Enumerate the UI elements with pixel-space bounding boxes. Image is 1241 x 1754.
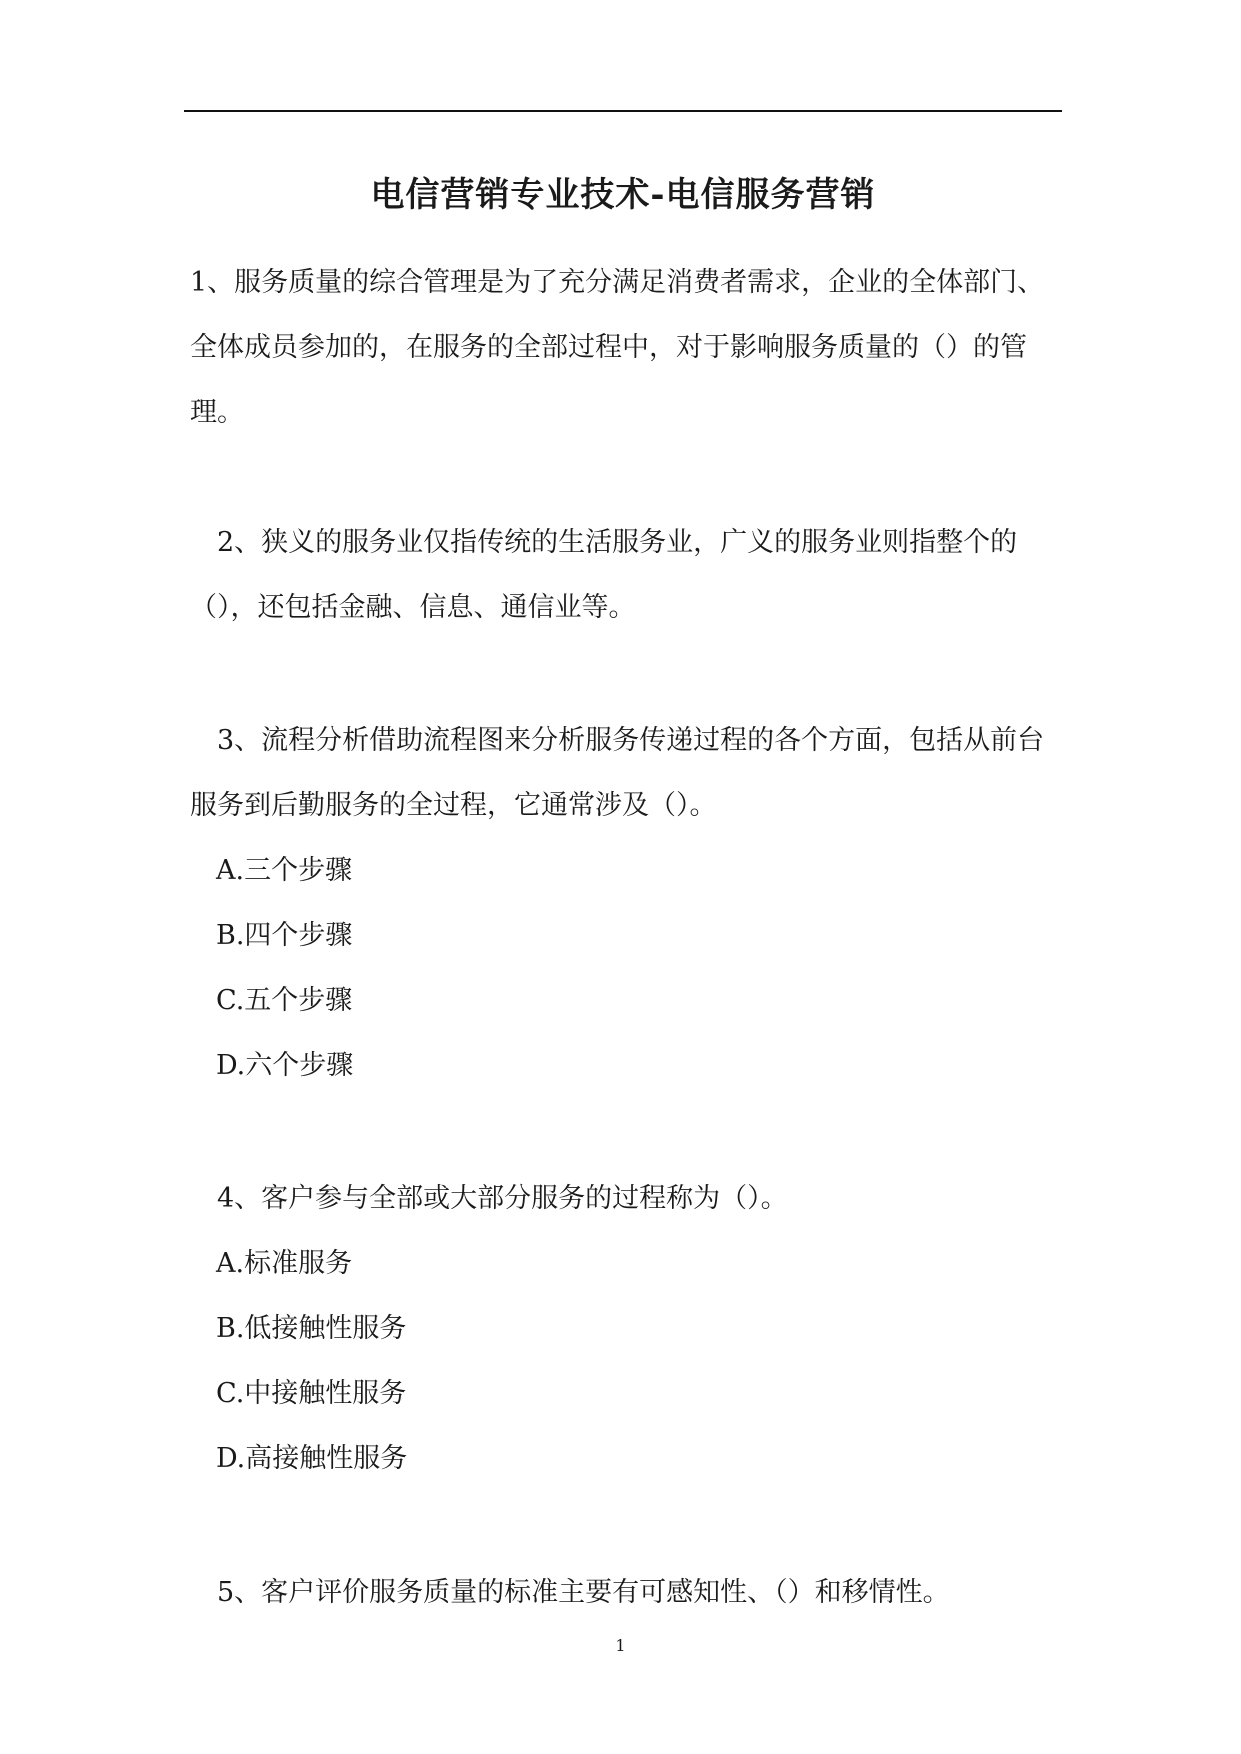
question-2-text: 2、狭义的服务业仅指传统的生活服务业，广义的服务业则指整个的（），还包括金融、信息、通信业等。 xyxy=(190,527,1018,623)
question-3-options xyxy=(216,838,353,1098)
question-1-text: 1、服务质量的综合管理是为了充分满足消费者需求，企业的全体部门、全体成员参加的，在服务的全部过程中，对于影响服务质量的（）的管理。 xyxy=(190,267,1045,428)
question-3-option-a: A.三个步骤 xyxy=(216,855,353,886)
question-4-option-a: A.标准服务 xyxy=(216,1248,353,1279)
question-4-options xyxy=(216,1231,407,1491)
question-3-option-c: C.五个步骤 xyxy=(216,985,353,1016)
question-3-text: 3、流程分析借助流程图来分析服务传递过程的各个方面，包括从前台服务到后勤服务的全过程，它通常涉及（）。 xyxy=(190,725,1045,821)
question-4-text: 4、客户参与全部或大部分服务的过程称为（）。 xyxy=(217,1183,788,1214)
document-title: 电信营销专业技术-电信服务营销 xyxy=(370,174,876,215)
question-4-option-c: C.中接触性服务 xyxy=(216,1378,407,1409)
question-4-option-b: B.低接触性服务 xyxy=(216,1313,407,1344)
question-3-option-d: D.六个步骤 xyxy=(216,1050,354,1081)
header-rule xyxy=(184,110,1062,112)
question-3-option-b: B.四个步骤 xyxy=(216,920,353,951)
question-5-text: 5、客户评价服务质量的标准主要有可感知性、（）和移情性。 xyxy=(217,1577,950,1608)
page-number: 1 xyxy=(615,1636,626,1655)
question-4-option-d: D.高接触性服务 xyxy=(216,1443,408,1474)
